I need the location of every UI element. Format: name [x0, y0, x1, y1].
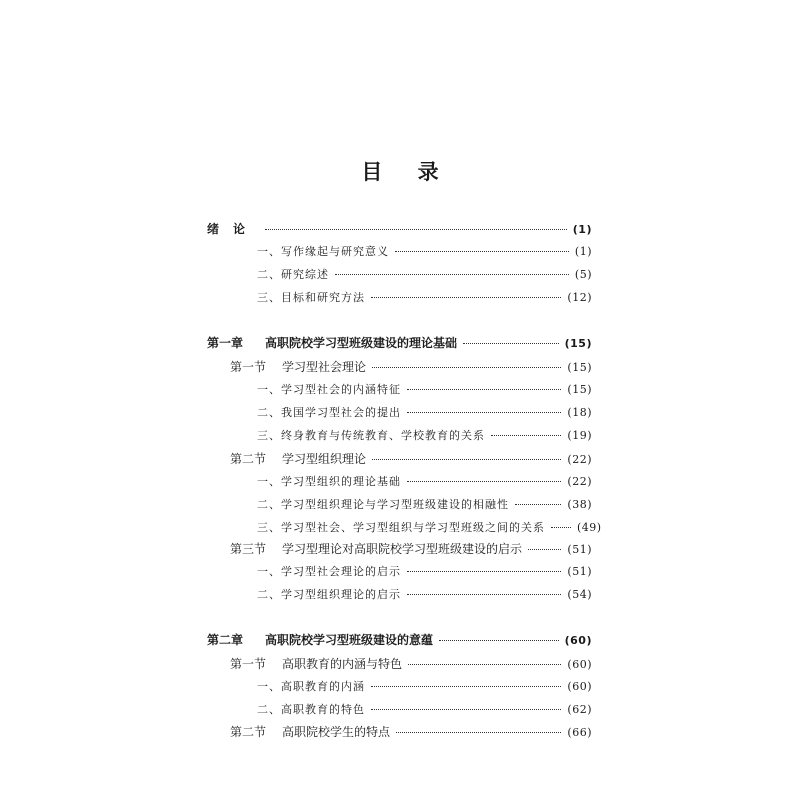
dot-leader	[396, 732, 561, 733]
toc-entry-text: 高职院校学习型班级建设的意蕴	[265, 633, 434, 647]
dot-leader	[528, 549, 561, 550]
toc-entry-page-number: (15)	[567, 361, 592, 374]
toc-entry-page-number: (62)	[567, 703, 592, 716]
dot-leader	[491, 435, 561, 436]
dot-leader	[407, 389, 561, 390]
toc-entry-chapter	[207, 221, 592, 237]
toc-entry-label	[257, 382, 401, 398]
toc-entry-sub	[257, 587, 592, 603]
toc-entry-sub	[257, 702, 592, 718]
toc-entry-page-number: (15)	[567, 383, 592, 396]
toc-entry-label	[257, 405, 401, 421]
toc-entry-label	[257, 428, 485, 444]
dot-leader	[408, 664, 561, 665]
toc-entry-text: 一、学习型组织的理论基础	[257, 475, 401, 488]
toc-entry-number: 第一章	[207, 336, 244, 350]
toc-entry-text: 高职院校学习型班级建设的理论基础	[265, 336, 458, 350]
toc-entry-page-number: (22)	[567, 453, 592, 466]
toc-entry-page-number: (51)	[567, 565, 592, 578]
dot-leader	[372, 459, 561, 460]
toc-entry-page-number: (1)	[572, 223, 592, 236]
dot-leader	[439, 640, 559, 641]
toc-entry-page-number: (38)	[567, 498, 592, 511]
page-title: 目 录	[361, 160, 453, 184]
toc-entry-chapter	[207, 335, 592, 351]
dot-leader	[407, 594, 561, 595]
dot-leader	[371, 297, 561, 298]
toc-entry-sub	[257, 244, 592, 260]
toc-entry-sub	[257, 428, 592, 444]
toc-entry-text: 二、研究综述	[257, 268, 329, 281]
toc-entry-label	[230, 724, 390, 740]
toc-entry-page-number: (49)	[577, 521, 602, 534]
toc-entry-page-number: (60)	[564, 634, 592, 647]
toc-entry-label	[257, 520, 545, 536]
toc-entry-sub	[257, 382, 592, 398]
toc-entry-page-number: (60)	[567, 658, 592, 671]
toc-entry-label	[230, 541, 522, 557]
toc-entry-text: 学习型理论对高职院校学习型班级建设的启示	[282, 542, 523, 556]
dot-leader	[395, 251, 569, 252]
toc-entry-sub	[257, 474, 592, 490]
toc-entry-page-number: (1)	[574, 245, 592, 258]
toc-entry-section	[230, 541, 592, 557]
toc-entry-chapter	[207, 632, 592, 648]
toc-entry-number: 绪论	[207, 222, 260, 236]
toc-entry-text: 二、我国学习型社会的提出	[257, 406, 401, 419]
toc-entry-text: 一、写作缘起与研究意义	[257, 245, 389, 258]
toc-entry-label	[257, 497, 509, 513]
toc-entry-text: 一、高职教育的内涵	[257, 680, 365, 693]
toc-entry-page-number: (54)	[567, 588, 592, 601]
toc-entry-label	[257, 702, 365, 718]
toc-entry-label	[230, 451, 366, 467]
toc-entry-label	[257, 290, 365, 306]
toc-entry-text: 三、终身教育与传统教育、学校教育的关系	[257, 429, 485, 442]
toc-entry-label	[257, 244, 389, 260]
dot-leader	[407, 481, 561, 482]
toc-entry-page-number: (15)	[564, 337, 592, 350]
toc-entry-label	[230, 656, 402, 672]
toc-entry-text: 二、高职教育的特色	[257, 703, 365, 716]
toc-entry-page-number: (60)	[567, 680, 592, 693]
toc-entry-label	[207, 221, 259, 237]
toc-entry-text: 一、学习型社会的内涵特征	[257, 383, 401, 396]
toc-entry-number: 第二节	[230, 725, 267, 739]
toc-entry-sub	[257, 290, 592, 306]
toc-entry-number: 第三节	[230, 542, 267, 556]
toc-entry-page-number: (22)	[567, 475, 592, 488]
toc-entry-text: 一、学习型社会理论的启示	[257, 565, 401, 578]
toc-entry-sub	[257, 520, 602, 536]
toc-entry-label	[257, 587, 401, 603]
toc-entry-number: 第一节	[230, 657, 267, 671]
toc-entry-section	[230, 724, 592, 740]
toc-entry-page-number: (12)	[567, 291, 592, 304]
dot-leader	[335, 274, 569, 275]
toc-entry-page-number: (5)	[574, 268, 592, 281]
toc-entry-text: 三、学习型社会、学习型组织与学习型班级之间的关系	[257, 521, 545, 534]
toc-entry-label	[207, 335, 457, 351]
toc-entry-text: 学习型组织理论	[282, 452, 367, 466]
dot-leader	[463, 343, 559, 344]
dot-leader	[371, 709, 561, 710]
toc-entry-page-number: (18)	[567, 406, 592, 419]
toc-entry-page-number: (19)	[567, 429, 592, 442]
dot-leader	[515, 504, 561, 505]
dot-leader	[407, 571, 561, 572]
toc-entry-label	[257, 474, 401, 490]
dot-leader	[407, 412, 561, 413]
toc-entry-label	[257, 679, 365, 695]
toc-entry-number: 第二节	[230, 452, 267, 466]
toc-entry-label	[257, 564, 401, 580]
toc-entry-label	[257, 267, 329, 283]
toc-entry-page-number: (66)	[567, 726, 592, 739]
toc-entry-section	[230, 656, 592, 672]
toc-entry-text: 学习型社会理论	[282, 360, 367, 374]
dot-leader	[551, 527, 571, 528]
toc-entry-text: 二、学习型组织理论与学习型班级建设的相融性	[257, 498, 509, 511]
toc-entry-sub	[257, 497, 592, 513]
dot-leader	[265, 229, 567, 230]
dot-leader	[371, 686, 561, 687]
dot-leader	[372, 367, 561, 368]
toc-entry-page-number: (51)	[567, 543, 592, 556]
toc-entry-label	[207, 632, 433, 648]
toc-entry-section	[230, 451, 592, 467]
toc-entry-section	[230, 359, 592, 375]
toc-entry-sub	[257, 405, 592, 421]
toc-entry-sub	[257, 679, 592, 695]
toc-entry-sub	[257, 564, 592, 580]
toc-entry-text: 三、目标和研究方法	[257, 291, 365, 304]
toc-entry-number: 第二章	[207, 633, 244, 647]
toc-entry-label	[230, 359, 366, 375]
toc-entry-text: 高职院校学生的特点	[282, 725, 391, 739]
toc-entry-sub	[257, 267, 592, 283]
toc-entry-number: 第一节	[230, 360, 267, 374]
toc-entry-text: 二、学习型组织理论的启示	[257, 588, 401, 601]
toc-entry-text: 高职教育的内涵与特色	[282, 657, 403, 671]
